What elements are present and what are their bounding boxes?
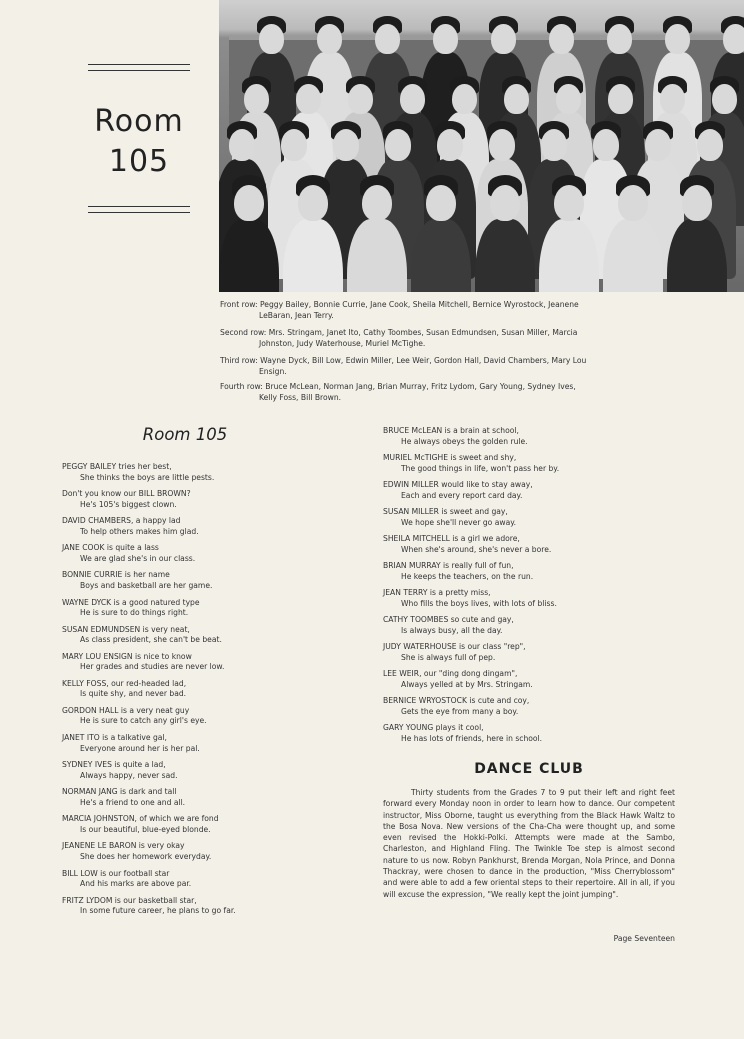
- caption-third-row: [220, 355, 660, 377]
- poem-stanza: [62, 814, 219, 835]
- poem-line: The good things in life, won't pass her by.: [401, 463, 560, 473]
- caption-text: Mrs. Stringam, Janet Ito, Cathy Toombes, Susan Edmundsen, Susan Miller, Marcia: [268, 328, 578, 337]
- poem-line: LEE WEIR, our "ding dong dingam",: [383, 669, 518, 678]
- poem-stanza: [383, 453, 559, 474]
- poem-line: To help others makes him glad.: [80, 526, 199, 536]
- caption-text: Johnston, Judy Waterhouse, Muriel McTighe.: [259, 339, 426, 348]
- poem-stanza: [62, 760, 178, 781]
- caption-label: Second row:: [220, 328, 267, 337]
- poem-line: SUSAN EDMUNDSEN is very neat,: [62, 624, 190, 634]
- dance-club-body: Thirty students from the Grades 7 to 9 put their left and right feet forward every Monday noon in order to learn how to dance. Our competent instructor, Miss Oborne, taught us everything from the Black Hawk Waltz to the Bosa Nova. New versions of the Cha-Cha were thought up, and some even revised the Hokki-Polki. Attempts were made at the Sambo, Charleston, and Highland Fling. The Twinkle Toe step is almost second nature to us now. Robyn Pankhurst, Brenda Morgan, Nola Prince, and Donna Thackray, were chosen to dance in the production, "Miss Cherryblossom" and were able to add a few oriental steps to their repertoire. All in all, if you will excuse the expression, "We really kept the joint jumping".: [383, 788, 675, 899]
- poem-line: CATHY TOOMBES so cute and gay,: [383, 615, 514, 624]
- poem-line: BONNIE CURRIE is her name: [62, 570, 170, 580]
- poem-line: As class president, she can't be beat.: [80, 635, 222, 645]
- poem-stanza: [383, 615, 514, 636]
- poem-stanza: [62, 462, 214, 483]
- poem-stanza: [383, 588, 557, 609]
- poem-line: KELLY FOSS, our red-headed lad,: [62, 678, 187, 688]
- caption-label: Third row:: [220, 356, 258, 365]
- poem-line: Who fills the boys lives, with lots of bliss.: [401, 598, 557, 608]
- poem-line: In some future career, he plans to go far.: [80, 906, 236, 916]
- poem-line: Is always busy, all the day.: [401, 625, 503, 635]
- poem-line: MARCIA JOHNSTON, of which we are fond: [62, 814, 219, 824]
- poem-stanza: [62, 869, 191, 890]
- caption-text: Kelly Foss, Bill Brown.: [259, 393, 342, 402]
- poem-line: And his marks are above par.: [80, 879, 192, 888]
- poem-line: SUSAN MILLER is sweet and gay,: [383, 507, 508, 516]
- room-title: [88, 102, 190, 182]
- poem-line: BERNICE WRYOSTOCK is cute and coy,: [383, 696, 530, 705]
- poem-line: He's 105's biggest clown.: [80, 499, 177, 509]
- room-title-line1: Room: [94, 104, 184, 139]
- poem-line: Is quite shy, and never bad.: [80, 689, 187, 699]
- class-photo: [219, 0, 744, 292]
- room-title-line2: 105: [108, 144, 170, 179]
- poem-line: We are glad she's in our class.: [80, 553, 196, 563]
- poem-stanza: [383, 642, 526, 663]
- poem-line: She is always full of pep.: [401, 652, 496, 662]
- poem-line: We hope she'll never go away.: [401, 517, 517, 527]
- poem-line: He keeps the teachers, on the run.: [401, 571, 534, 581]
- caption-text: Ensign.: [259, 367, 287, 376]
- poem-line: NORMAN JANG is dark and tall: [62, 787, 177, 797]
- poem-stanza: [62, 625, 222, 646]
- poem-line: BILL LOW is our football star: [62, 868, 170, 878]
- poem-line: GORDON HALL is a very neat guy: [62, 705, 190, 715]
- poem-line: He is sure to catch any girl's eye.: [80, 716, 207, 726]
- poem-stanza: [62, 787, 185, 808]
- header-rule: [88, 64, 190, 65]
- poem-stanza: [62, 516, 199, 537]
- poem-line: SHEILA MITCHELL is a girl we adore,: [383, 534, 520, 543]
- poem-line: She thinks the boys are little pests.: [80, 472, 215, 482]
- poem-line: He has lots of friends, here in school.: [401, 733, 543, 743]
- poem-stanza: [62, 706, 207, 727]
- poem-line: EDWIN MILLER would like to stay away,: [383, 480, 533, 489]
- poem-line: GARY YOUNG plays it cool,: [383, 723, 484, 732]
- poem-line: BRIAN MURRAY is really full of fun,: [383, 561, 514, 570]
- poem-line: JEAN TERRY is a pretty miss,: [383, 588, 491, 597]
- caption-second-row: [220, 327, 660, 349]
- poem-line: FRITZ LYDOM is our basketball star,: [62, 895, 197, 905]
- poem-line: Her grades and studies are never low.: [80, 662, 225, 672]
- poem-line: JANE COOK is quite a lass: [62, 543, 159, 553]
- poem-line: She does her homework everyday.: [80, 851, 212, 861]
- poem-stanza: [62, 489, 191, 510]
- poem-line: He's a friend to one and all.: [80, 797, 186, 807]
- header-rule: [88, 212, 190, 213]
- dance-club-title: DANCE CLUB: [474, 761, 584, 777]
- poem-line: He always obeys the golden rule.: [401, 436, 528, 446]
- poem-stanza: [62, 679, 186, 700]
- caption-label: Front row:: [220, 300, 258, 309]
- poem-line: JUDY WATERHOUSE is our class "rep",: [383, 642, 526, 651]
- poem-line: He is sure to do things right.: [80, 608, 189, 617]
- poem-line: MARY LOU ENSIGN is nice to know: [62, 651, 192, 661]
- poem-stanza: [62, 543, 195, 564]
- header-rule: [88, 70, 190, 71]
- caption-front-row: [220, 299, 660, 321]
- poem-stanza: [62, 652, 224, 673]
- poem-stanza: [383, 507, 516, 528]
- poem-stanza: [383, 696, 529, 717]
- caption-text: Peggy Bailey, Bonnie Currie, Jane Cook, Sheila Mitchell, Bernice Wyrostock, Jeanene: [260, 300, 579, 309]
- poem-line: BRUCE McLEAN is a brain at school,: [383, 426, 519, 435]
- caption-text: Wayne Dyck, Bill Low, Edwin Miller, Lee Weir, Gordon Hall, David Chambers, Mary Lou: [260, 356, 587, 365]
- poem-stanza: [383, 723, 542, 744]
- caption-fourth-row: [220, 381, 660, 403]
- poem-line: Always happy, never sad.: [80, 770, 178, 780]
- poem-line: Don't you know our BILL BROWN?: [62, 489, 191, 499]
- poem-stanza: [62, 896, 236, 917]
- poem-line: JANET ITO is a talkative gal,: [62, 733, 167, 742]
- poem-stanza: [383, 480, 533, 501]
- poem-line: Each and every report card day.: [401, 490, 523, 500]
- header-rule: [88, 206, 190, 207]
- caption-text: LeBaran, Jean Terry.: [259, 311, 334, 320]
- poem-line: PEGGY BAILEY tries her best,: [62, 462, 172, 471]
- poem-stanza: [62, 598, 200, 619]
- poem-line: MURIEL McTIGHE is sweet and shy,: [383, 453, 517, 462]
- poem-line: SYDNEY IVES is quite a lad,: [62, 760, 166, 770]
- page-number: Page Seventeen: [613, 934, 675, 943]
- poem-stanza: [383, 534, 551, 555]
- poem-line: Always yelled at by Mrs. Stringam.: [401, 679, 533, 689]
- poem-line: Boys and basketball are her game.: [80, 580, 213, 590]
- poem-line: Everyone around her is her pal.: [80, 743, 200, 753]
- poem-stanza: [62, 570, 212, 591]
- poem-line: Is our beautiful, blue-eyed blonde.: [80, 824, 211, 834]
- poem-stanza: [62, 841, 211, 862]
- poem-line: Gets the eye from many a boy.: [401, 706, 519, 716]
- poem-line: When she's around, she's never a bore.: [401, 544, 552, 554]
- poem-title: Room 105: [142, 425, 228, 444]
- caption-label: Fourth row:: [220, 382, 263, 391]
- poem-stanza: [383, 426, 528, 447]
- poem-stanza: [383, 669, 533, 690]
- poem-stanza: [62, 733, 200, 754]
- poem-line: DAVID CHAMBERS, a happy lad: [62, 516, 181, 526]
- caption-text: Bruce McLean, Norman Jang, Brian Murray, Fritz Lydom, Gary Young, Sydney Ives,: [265, 382, 576, 391]
- poem-line: WAYNE DYCK is a good natured type: [62, 597, 200, 607]
- poem-line: JEANENE LE BARON is very okay: [62, 841, 185, 851]
- poem-stanza: [383, 561, 533, 582]
